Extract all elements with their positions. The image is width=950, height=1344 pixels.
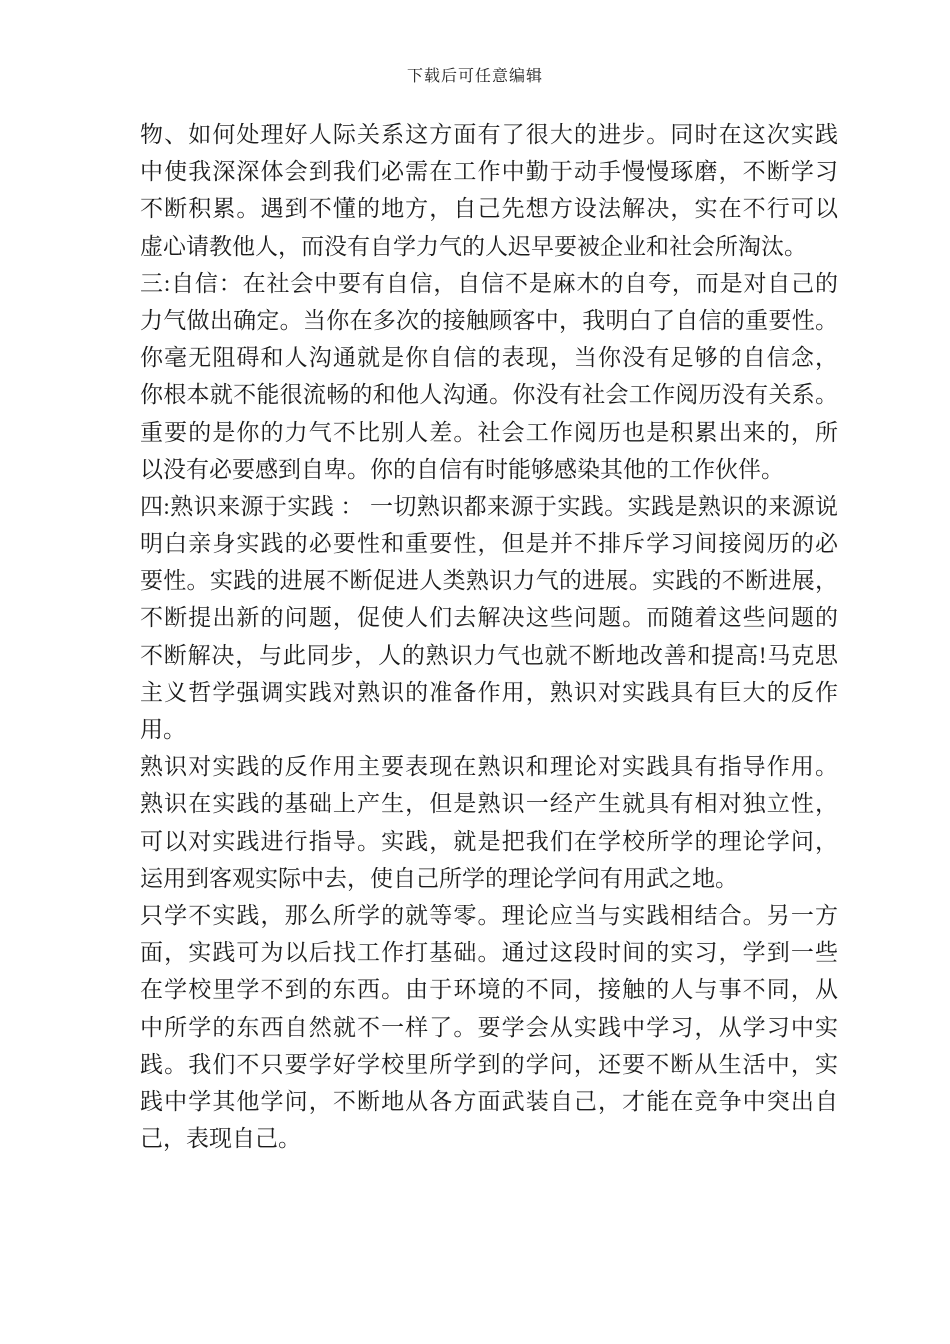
text-line: 你根本就不能很流畅的和他人沟通。你没有社会工作阅历没有关系。 (140, 382, 838, 408)
text-line: 物、如何处理好人际关系这方面有了很大的进步。同时在这次实践 (140, 122, 838, 147)
text-line: 主义哲学强调实践对熟识的准备作用，熟识对实践具有巨大的反作 (140, 679, 838, 705)
text-line: 不断提出新的问题，促使人们去解决这些问题。而随着这些问题的 (140, 605, 838, 631)
text-line: 熟识对实践的反作用主要表现在熟识和理论对实践具有指导作用。 (140, 754, 838, 780)
paragraph (140, 748, 838, 897)
text-line: 重要的是你的力气不比别人差。社会工作阅历也是积累出来的，所 (140, 419, 838, 445)
text-line: 践。我们不只要学好学校里所学到的学问，还要不断从生活中，实 (140, 1051, 838, 1077)
text-line: 要性。实践的进展不断促进人类熟识力气的进展。实践的不断进展， (140, 568, 838, 594)
text-line: 在学校里学不到的东西。由于环境的不同，接触的人与事不同，从 (140, 977, 838, 1003)
paragraph (140, 116, 838, 265)
text-line: 用。 (140, 717, 186, 742)
paragraph (140, 488, 838, 748)
text-line: 践中学其他学问，不断地从各方面武装自己，才能在竞争中突出自 (140, 1088, 838, 1114)
text-line: 你毫无阻碍和人沟通就是你自信的表现，当你没有足够的自信念， (140, 345, 838, 371)
paragraph (140, 897, 838, 1157)
text-line: 中使我深深体会到我们必需在工作中勤于动手慢慢琢磨，不断学习 (140, 159, 838, 185)
text-line: 明白亲身实践的必要性和重要性，但是并不排斥学习间接阅历的必 (140, 531, 838, 557)
text-line: 三:自信：在社会中要有自信，自信不是麻木的自夸，而是对自己的 (140, 270, 838, 296)
paragraph (140, 265, 838, 488)
text-line: 虚心请教他人，而没有自学力气的人迟早要被企业和社会所淘汰。 (140, 233, 807, 259)
document-body (140, 116, 838, 1157)
text-line: 可以对实践进行指导。实践，就是把我们在学校所学的理论学问， (140, 828, 838, 854)
text-line: 四:熟识来源于实践 ： 一切熟识都来源于实践。实践是熟识的来源说 (140, 493, 838, 519)
text-line: 以没有必要感到自卑。你的自信有时能够感染其他的工作伙伴。 (140, 456, 784, 482)
text-line: 不断积累。遇到不懂的地方，自己先想方设法解决，实在不行可以 (140, 196, 838, 222)
text-line: 运用到客观实际中去，使自己所学的理论学问有用武之地。 (140, 865, 738, 891)
header-watermark: 下载后可任意编辑 (406, 68, 543, 85)
text-line: 只学不实践，那么所学的就等零。理论应当与实践相结合。另一方 (140, 902, 838, 928)
text-line: 不断解决，与此同步，人的熟识力气也就不断地改善和提高!马克思 (140, 642, 838, 668)
text-line: 熟识在实践的基础上产生，但是熟识一经产生就具有相对独立性， (140, 791, 838, 817)
text-line: 己，表现自己。 (140, 1126, 301, 1152)
text-line: 中所学的东西自然就不一样了。要学会从实践中学习，从学习中实 (140, 1014, 838, 1040)
text-line: 力气做出确定。当你在多次的接触顾客中，我明白了自信的重要性。 (140, 307, 838, 333)
text-line: 面，实践可为以后找工作打基础。通过这段时间的实习，学到一些 (140, 940, 838, 966)
